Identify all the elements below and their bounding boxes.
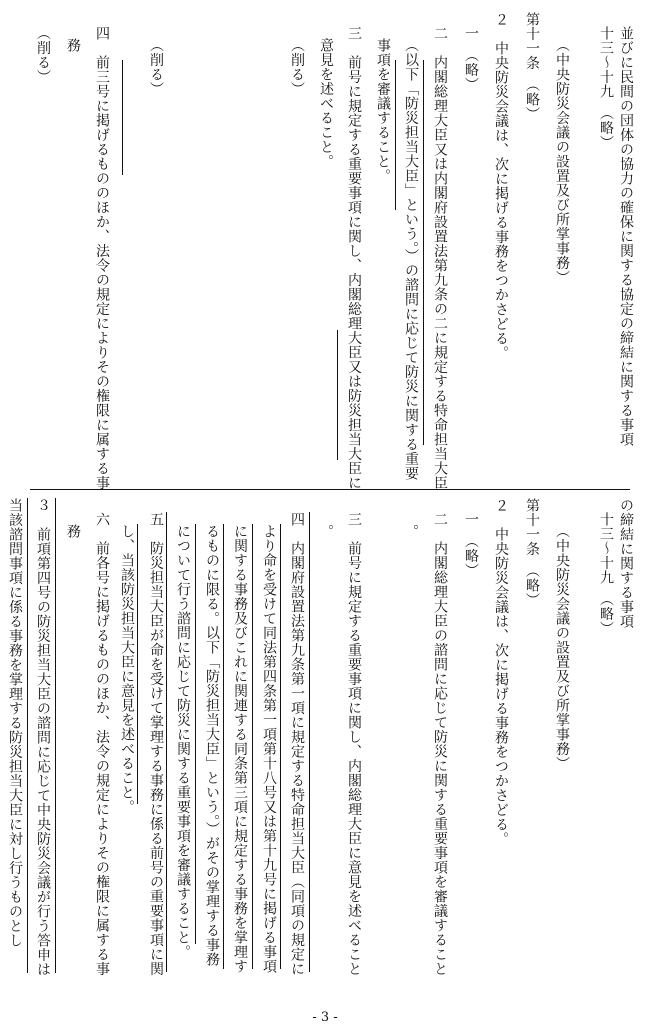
change-marker <box>166 512 167 972</box>
change-marker <box>252 524 253 969</box>
text-column: （中央防災会議の設置及び所掌事務） <box>554 524 570 771</box>
text-column: 一 （略） <box>463 512 479 578</box>
text-column: 十三～十九 （略） <box>598 512 614 636</box>
text-column: 五 防災担当大臣が命を受けて掌理する事務に係る前号の重要事項に関 <box>148 512 164 976</box>
text-column: 。 <box>403 524 419 539</box>
change-marker <box>280 524 281 969</box>
text-column: 四 前三号に掲げるもののほか、法令の規定によりその権限に属する事 <box>94 26 110 490</box>
change-marker <box>137 524 138 804</box>
change-marker <box>223 524 224 969</box>
text-column: 六 前各号に掲げるもののほか、法令の規定によりその権限に属する事 <box>94 512 110 976</box>
text-column: 務 <box>65 524 81 539</box>
text-column: ３ 前項第四号の防災担当大臣の諮問に応じて中央防災会議が行う答申は <box>35 498 51 977</box>
text-column: 第十一条 （略） <box>524 498 540 607</box>
text-column: について行う諮問に応じて防災に関する重要事項を審議すること。 <box>175 524 191 959</box>
change-marker <box>122 60 123 175</box>
text-column: の締結に関する事項 <box>618 498 634 629</box>
change-marker <box>309 512 310 972</box>
text-column: 三 前号に規定する重要事項に関し、内閣総理大臣に意見を述べること <box>346 512 362 976</box>
text-column: 事項を審議すること。 <box>375 38 391 183</box>
section-divider <box>30 489 630 490</box>
text-column: 意見を述べること。 <box>318 38 334 169</box>
text-column: （以下「防災担当大臣」という。）の諮問に応じて防災に関する重要 <box>403 38 419 481</box>
change-marker <box>55 498 56 973</box>
text-column: 。 <box>318 524 334 539</box>
change-marker <box>337 330 338 460</box>
text-column: 四 内閣府設置法第九条第一項に規定する特命担当大臣（同項の規定に <box>289 512 305 976</box>
change-marker <box>195 524 196 944</box>
text-column: 二 内閣総理大臣又は内閣府設置法第九条の二に規定する特命担当大臣 <box>432 26 448 490</box>
text-column: るものに限る。以下「防災担当大臣」という。）がその掌理する事務 <box>204 524 220 967</box>
text-column: （削る） <box>289 38 305 96</box>
change-marker <box>423 60 424 445</box>
text-column: （削る） <box>35 26 51 84</box>
text-column: より命を受けて同法第四条第一項第十八号又は第十九号に掲げる事項 <box>261 524 277 974</box>
text-column: 二 内閣総理大臣の諮問に応じて防災に関する重要事項を審議すること <box>432 512 448 976</box>
change-marker <box>27 498 28 973</box>
text-column: し、当該防災担当大臣に意見を述べること。 <box>119 524 135 814</box>
change-marker <box>395 60 396 210</box>
text-column: 三 前号に規定する重要事項に関し、内閣総理大臣又は防災担当大臣に <box>346 26 362 490</box>
text-column: 一 （略） <box>463 26 479 92</box>
text-column: に関する事務及びこれに関連する同条第三項に規定する事務を掌理す <box>232 524 248 974</box>
text-column: 当該諮問事項に係る事務を掌理する防災担当大臣に対し行うものとし <box>7 498 23 948</box>
text-column: 十三～十九 （略） <box>598 26 614 150</box>
page-number: - 3 - <box>312 1010 338 1025</box>
text-column: 並びに民間の団体の協力の確保に関する協定の締結に関する事項 <box>618 26 634 447</box>
text-column: 第十一条 （略） <box>524 12 540 121</box>
text-column: （削る） <box>148 38 164 96</box>
text-column: ２ 中央防災会議は、次に掲げる事務をつかさどる。 <box>493 12 509 360</box>
text-column: （中央防災会議の設置及び所掌事務） <box>554 38 570 285</box>
text-column: 務 <box>65 38 81 53</box>
text-column: ２ 中央防災会議は、次に掲げる事務をつかさどる。 <box>493 498 509 846</box>
